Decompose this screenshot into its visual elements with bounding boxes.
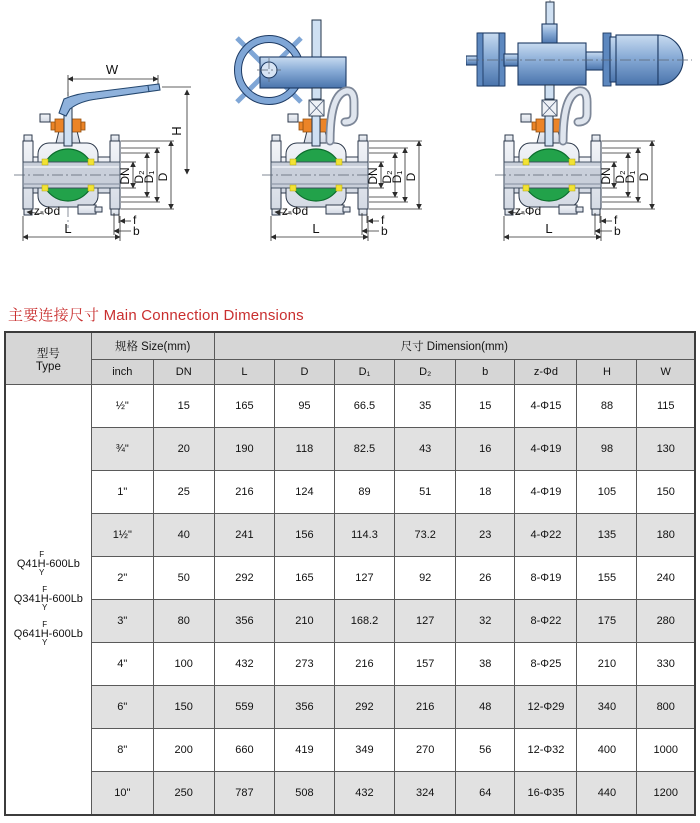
dimension-value: 98 — [577, 428, 637, 471]
dimension-value: 150 — [637, 471, 695, 514]
dimension-value: 6" — [91, 686, 153, 729]
header-size-group: 规格 Size(mm) — [91, 332, 214, 360]
dimension-value: 180 — [637, 514, 695, 557]
dimension-value: 419 — [275, 729, 334, 772]
dimension-value: 10" — [91, 772, 153, 815]
dim-label-d1: D₁ — [390, 170, 404, 184]
dimension-value: 51 — [395, 471, 456, 514]
dimension-value: 48 — [456, 686, 515, 729]
dimension-value: 35 — [395, 385, 456, 428]
dimension-value: 4" — [91, 643, 153, 686]
dimension-value: 82.5 — [334, 428, 395, 471]
dim-label-d2: D₂ — [132, 170, 146, 184]
dim-label-f: f — [133, 213, 137, 227]
dim-label-d2: D₂ — [613, 170, 627, 184]
dim-label-dn: DN — [366, 167, 380, 185]
dimension-value: ½" — [91, 385, 153, 428]
dim-label-f: f — [381, 213, 385, 227]
dimension-value: 156 — [275, 514, 334, 557]
actuator-valve-drawing — [466, 0, 699, 295]
table-row — [5, 428, 695, 471]
dim-label-l: L — [64, 221, 72, 236]
header-type-cn: 型号 — [36, 347, 60, 360]
dimension-value: 8-Φ19 — [515, 557, 577, 600]
table-row — [5, 385, 695, 428]
dimension-table — [4, 331, 696, 816]
dimension-value: 787 — [214, 772, 275, 815]
dimension-value: 88 — [577, 385, 637, 428]
dimension-value: 292 — [214, 557, 275, 600]
valve-model: Q41 F H Y -600Lb — [16, 550, 80, 578]
dimension-value: 210 — [275, 600, 334, 643]
dimension-value: 8-Φ22 — [515, 600, 577, 643]
dimension-value: 1½" — [91, 514, 153, 557]
dimension-value: 43 — [395, 428, 456, 471]
dimension-value: 40 — [153, 514, 214, 557]
dimension-value: 64 — [456, 772, 515, 815]
header-l: L — [214, 360, 275, 385]
valve-model: Q341 F H Y -600Lb — [13, 585, 83, 613]
dim-label-bolts: z-Φd — [281, 204, 309, 218]
dimension-value: 135 — [577, 514, 637, 557]
dimension-value: 175 — [577, 600, 637, 643]
dimension-value: 4-Φ19 — [515, 428, 577, 471]
dimension-value: 432 — [334, 772, 395, 815]
dimension-value: 241 — [214, 514, 275, 557]
header-z-phi-d: z-Φd — [515, 360, 577, 385]
dimension-value: 240 — [637, 557, 695, 600]
dimension-value: 66.5 — [334, 385, 395, 428]
dim-label-d: D — [156, 172, 170, 182]
dimension-value: 273 — [275, 643, 334, 686]
dimension-value: 20 — [153, 428, 214, 471]
dimension-value: 15 — [153, 385, 214, 428]
dim-label-b: b — [381, 224, 388, 238]
dim-label-d1: D₁ — [623, 170, 637, 184]
dimension-value: 190 — [214, 428, 275, 471]
dimension-value: 324 — [395, 772, 456, 815]
dimension-value: 1" — [91, 471, 153, 514]
header-dn: DN — [153, 360, 214, 385]
dimension-value: 440 — [577, 772, 637, 815]
dimension-value: 210 — [577, 643, 637, 686]
dimension-value: 216 — [334, 643, 395, 686]
dimension-value: 26 — [456, 557, 515, 600]
dimension-value: 32 — [456, 600, 515, 643]
dimension-value: 400 — [577, 729, 637, 772]
dimension-value: 8" — [91, 729, 153, 772]
table-row — [5, 514, 695, 557]
header-d1: D₁ — [334, 360, 395, 385]
dimension-value: 12-Φ32 — [515, 729, 577, 772]
dimension-value: 118 — [275, 428, 334, 471]
dimension-value: 1200 — [637, 772, 695, 815]
dimension-value: 8-Φ25 — [515, 643, 577, 686]
dimension-value: 12-Φ29 — [515, 686, 577, 729]
dim-label-w: W — [105, 62, 119, 77]
valve-model: Q641 F H Y -600Lb — [13, 620, 83, 648]
dimension-value: 130 — [637, 428, 695, 471]
pneumatic-actuator — [466, 2, 683, 86]
header-h: H — [577, 360, 637, 385]
dim-label-f: f — [614, 213, 618, 227]
dimension-value: 15 — [456, 385, 515, 428]
dimension-value: 4-Φ19 — [515, 471, 577, 514]
dimension-value: 4-Φ22 — [515, 514, 577, 557]
dimension-value: 25 — [153, 471, 214, 514]
header-d2: D₂ — [395, 360, 456, 385]
dimension-value: ¾" — [91, 428, 153, 471]
dimension-value: 349 — [334, 729, 395, 772]
valve-drawings-row — [0, 0, 700, 296]
dimension-value: 115 — [637, 385, 695, 428]
dimension-value: 4-Φ15 — [515, 385, 577, 428]
dimension-value: 1000 — [637, 729, 695, 772]
dimension-value: 292 — [334, 686, 395, 729]
dimension-value: 95 — [275, 385, 334, 428]
table-row — [5, 729, 695, 772]
header-type — [5, 332, 91, 385]
dim-label-h: H — [169, 126, 184, 136]
dimension-value: 23 — [456, 514, 515, 557]
dimension-value: 73.2 — [395, 514, 456, 557]
dim-label-d1: D₁ — [142, 170, 156, 184]
dimension-value: 80 — [153, 600, 214, 643]
dimension-value: 50 — [153, 557, 214, 600]
dimension-value: 38 — [456, 643, 515, 686]
dimension-value: 16-Φ35 — [515, 772, 577, 815]
type-cell — [5, 385, 91, 815]
dimension-value: 660 — [214, 729, 275, 772]
dimension-value: 165 — [275, 557, 334, 600]
dimension-value: 330 — [637, 643, 695, 686]
dimension-value: 150 — [153, 686, 214, 729]
dimension-value: 127 — [334, 557, 395, 600]
table-row — [5, 471, 695, 514]
header-inch: inch — [91, 360, 153, 385]
gear-valve-drawing — [233, 0, 466, 295]
dimension-value: 356 — [214, 600, 275, 643]
dimension-value: 114.3 — [334, 514, 395, 557]
header-w: W — [637, 360, 695, 385]
dimension-value: 124 — [275, 471, 334, 514]
dimension-value: 168.2 — [334, 600, 395, 643]
lever-handle — [59, 84, 160, 116]
dimension-value: 18 — [456, 471, 515, 514]
table-row — [5, 600, 695, 643]
dimension-value: 165 — [214, 385, 275, 428]
dim-label-bolts: z-Φd — [514, 204, 542, 218]
dim-label-l: L — [312, 221, 320, 236]
dimension-value: 56 — [456, 729, 515, 772]
header-b: b — [456, 360, 515, 385]
table-row — [5, 557, 695, 600]
dim-label-d: D — [637, 172, 651, 182]
dimension-value: 432 — [214, 643, 275, 686]
dim-label-b: b — [133, 224, 140, 238]
dimension-value: 216 — [395, 686, 456, 729]
dimension-value: 127 — [395, 600, 456, 643]
dim-label-b: b — [614, 224, 621, 238]
dim-label-l: L — [545, 221, 553, 236]
dimension-value: 157 — [395, 643, 456, 686]
dim-label-bolts: z-Φd — [33, 204, 61, 218]
dimension-value: 356 — [275, 686, 334, 729]
table-row — [5, 772, 695, 815]
header-type-en: Type — [35, 360, 61, 373]
dim-label-dn: DN — [599, 167, 613, 185]
dimension-value: 508 — [275, 772, 334, 815]
dimension-value: 105 — [577, 471, 637, 514]
header-dimension-group: 尺寸 Dimension(mm) — [214, 332, 695, 360]
dimension-value: 200 — [153, 729, 214, 772]
dim-label-d: D — [404, 172, 418, 182]
lever-valve-drawing — [0, 0, 233, 295]
dimension-value: 250 — [153, 772, 214, 815]
dimension-value: 3" — [91, 600, 153, 643]
table-row — [5, 686, 695, 729]
header-d: D — [275, 360, 334, 385]
dim-label-d2: D₂ — [380, 170, 394, 184]
dimension-value: 100 — [153, 643, 214, 686]
dimension-value: 89 — [334, 471, 395, 514]
section-title: 主要连接尺寸 Main Connection Dimensions — [8, 307, 304, 324]
dimension-value: 800 — [637, 686, 695, 729]
dimension-value: 216 — [214, 471, 275, 514]
dimension-value: 2" — [91, 557, 153, 600]
dimension-value: 16 — [456, 428, 515, 471]
dimension-value: 340 — [577, 686, 637, 729]
dimension-table-body — [5, 385, 695, 815]
dimension-value: 155 — [577, 557, 637, 600]
dimension-value: 559 — [214, 686, 275, 729]
dimension-value: 280 — [637, 600, 695, 643]
table-row — [5, 643, 695, 686]
dimension-value: 92 — [395, 557, 456, 600]
dim-label-dn: DN — [118, 167, 132, 185]
dimension-value: 270 — [395, 729, 456, 772]
